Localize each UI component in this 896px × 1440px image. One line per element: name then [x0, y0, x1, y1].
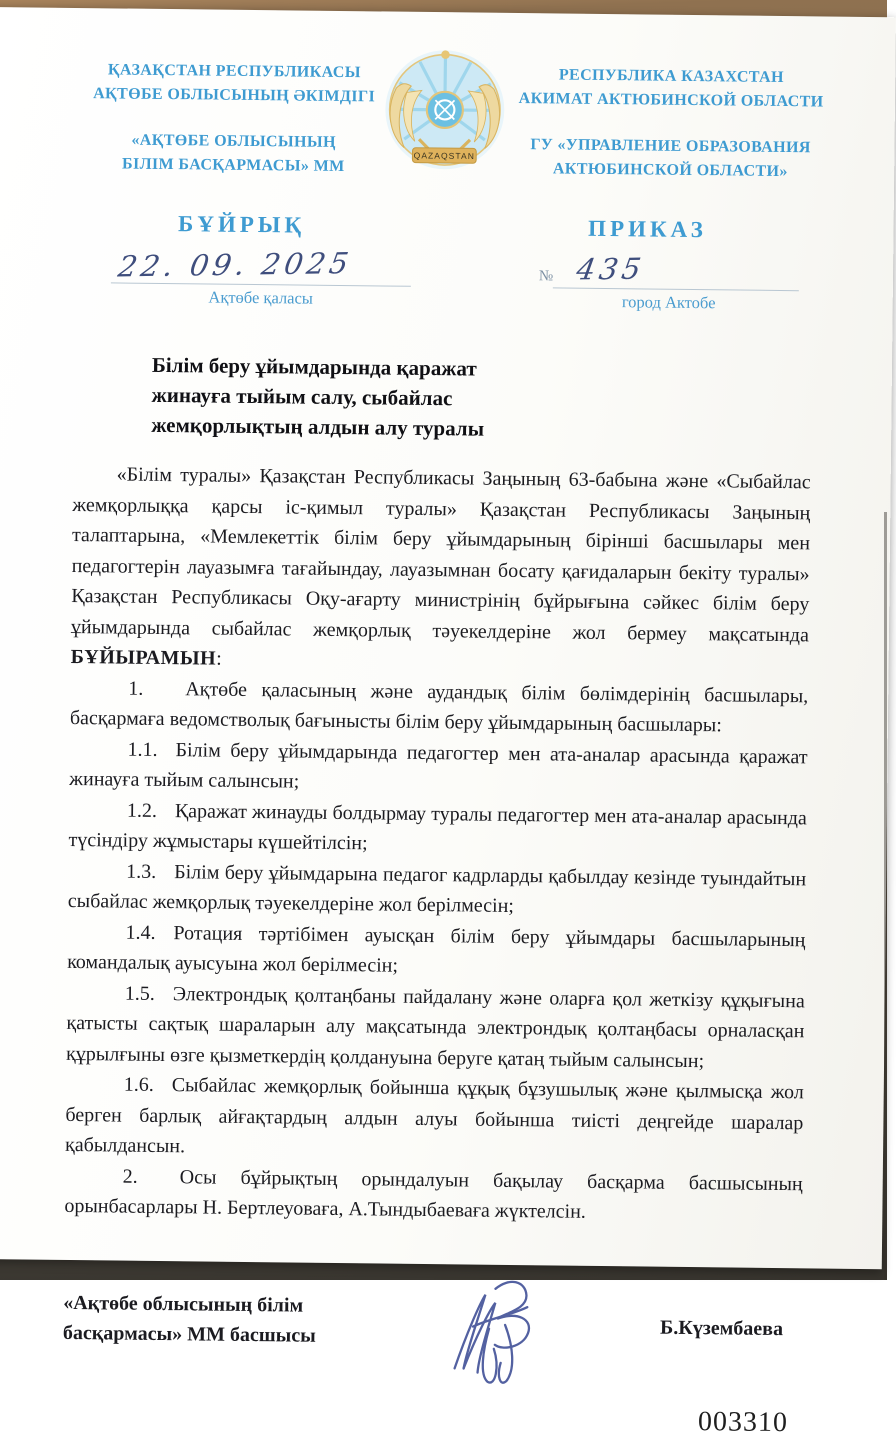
place-label-kazakh: Ақтөбе қаласы — [208, 287, 314, 308]
kazakhstan-emblem-icon — [380, 45, 510, 184]
org-right-line1: РЕСПУБЛИКА КАЗАХСТАН — [558, 66, 785, 87]
order-meta-row — [75, 246, 814, 314]
signer-position-line1: «Ақтөбе облысының білім — [63, 1291, 304, 1317]
order-item-1-1 — [69, 734, 808, 803]
item-text: Қаражат жинауды болдырмау туралы педагогтер мен ата-аналар арасында түсіндіру жұмыстары күшейтілсін; — [68, 800, 807, 855]
preamble-colon: : — [216, 648, 222, 671]
order-number-block — [539, 251, 800, 314]
subject-line3: жемқорлықтың алдын алу туралы — [151, 412, 485, 441]
document-page — [0, 7, 896, 1439]
subject-line1: Білім беру ұйымдарында қаражат — [151, 352, 477, 381]
order-item-1-2 — [68, 795, 807, 864]
order-title-russian: ПРИКАЗ — [587, 215, 707, 243]
number-sign: № — [538, 268, 554, 285]
item-number: 1.5. — [124, 982, 155, 1005]
item-number: 1. — [128, 677, 144, 700]
item-number: 1.3. — [126, 860, 157, 883]
item-text: Білім беру ұйымдарына педагог кадрларды қабылдау кезінде туындайтын сыбайлас жемқорлық тәуекелдеріне жол берілмесін; — [67, 861, 807, 918]
order-title-row — [75, 210, 813, 244]
order-item-1-6 — [65, 1069, 804, 1169]
signer-position — [63, 1262, 374, 1352]
item-number: 2. — [122, 1165, 138, 1188]
org-right-line3: ГУ «УПРАВЛЕНИЕ ОБРАЗОВАНИЯ — [530, 136, 811, 157]
org-left-line3: «АҚТӨБЕ ОБЛЫСЫНЫҢ — [131, 131, 336, 151]
form-serial-number: 003310 — [697, 1406, 789, 1439]
order-preamble — [70, 459, 810, 681]
order-item-1-3 — [68, 856, 807, 925]
item-text: Білім беру ұйымдарында педагогтер мен ата-аналар арасында қаражат жинауға тыйым салынсын; — [69, 739, 808, 793]
item-text: Ақтөбе қаласының және аудандық білім бөлімдерінің басшылары, басқармаға ведомстволық бағынысты білім беру ұйымдарының басшылары: — [69, 678, 809, 737]
place-label-russian: город Актобе — [621, 292, 716, 313]
order-item-1 — [70, 673, 809, 742]
item-number: 1.2. — [126, 799, 158, 822]
org-left-line2: АҚТӨБЕ ОБЛЫСЫНЫҢ ӘКІМДІГІ — [93, 85, 376, 106]
item-text: Электрондық қолтаңбаны пайдалану және оларға қол жеткізу құқығына қатысты сақтық шараларын алу мақсатында электрондық қолтаңбасы орналасқан құрылғыны өзге қызметкердің қолдануына беруге қатаң тыйым салынсын; — [66, 983, 805, 1073]
emblem-banner-text: QAZAQSTAN — [413, 150, 476, 162]
org-left-line1: ҚАЗАҚСТАН РЕСПУБЛИКАСЫ — [107, 61, 361, 82]
handwritten-date: 22. 09. 2025 — [115, 246, 355, 284]
handwritten-number: 435 — [574, 251, 648, 287]
item-text: Осы бұйрықтың орындалуын бақылау басқарма басшысының орынбасарлары Н. Бертлеуоваға, А.Тындыбаеваға жүктелсін. — [64, 1166, 803, 1224]
signature-block — [62, 1262, 801, 1405]
preamble-resolve-word: БҰЙЫРАМЫН — [70, 646, 217, 671]
org-left-line4: БІЛІМ БАСҚАРМАСЫ» ММ — [121, 155, 345, 176]
org-name-kazakh — [86, 46, 382, 179]
letterhead — [86, 46, 833, 188]
order-body — [64, 459, 811, 1230]
signature-scribble-icon — [432, 1266, 584, 1403]
subject-line2: жинауға тыйым салу, сыбайлас — [151, 382, 453, 411]
order-subject — [151, 351, 512, 445]
order-item-1-5 — [66, 978, 805, 1078]
org-name-russian — [508, 51, 833, 185]
order-item-2 — [64, 1161, 803, 1230]
order-title-kazakh: БҰЙРЫҚ — [177, 211, 306, 238]
item-number: 1.4. — [125, 921, 156, 944]
item-number: 1.6. — [123, 1074, 154, 1097]
order-date-block — [111, 246, 412, 309]
order-item-1-4 — [67, 917, 806, 986]
signer-name: Б.Күзембаева — [659, 1316, 784, 1341]
item-text: Ротация тәртібімен ауысқан білім беру ұйымдары басшыларының командалық ауысуына жол берілмесін; — [67, 922, 806, 978]
item-number: 1.1. — [127, 738, 158, 761]
org-right-line4: АКТЮБИНСКОЙ ОБЛАСТИ» — [552, 160, 788, 181]
preamble-text: «Білім туралы» Қазақстан Республикасы Заңының 63-бабына және «Сыбайлас жемқорлыққа қарсы іс-қимыл туралы» Қазақстан Республикасы Заңының талаптарына, «Мемлекеттік білім беру ұйымдарының бірінші басшылары мен педагогтерін лауазымға тағайындау, лауазымнан босату қағидаларын бекіту туралы» Қазақстан Республикасы Оқу-ағарту министрінің бұйрығына сәйкес білім беру ұйымдарында сыбайлас жемқорлық тәуекелдеріне жол бермеу мақсатында — [70, 463, 811, 647]
item-text: Сыбайлас жемқорлық бойынша құқық бұзушылық және қылмысқа жол берген барлық айғақтардың алдын алуы бойынша тиісті деңгейде шаралар қабылдансын. — [64, 1074, 804, 1158]
signer-position-line2: басқармасы» ММ басшысы — [62, 1321, 316, 1347]
org-right-line2: АКИМАТ АКТЮБИНСКОЙ ОБЛАСТИ — [518, 90, 824, 111]
